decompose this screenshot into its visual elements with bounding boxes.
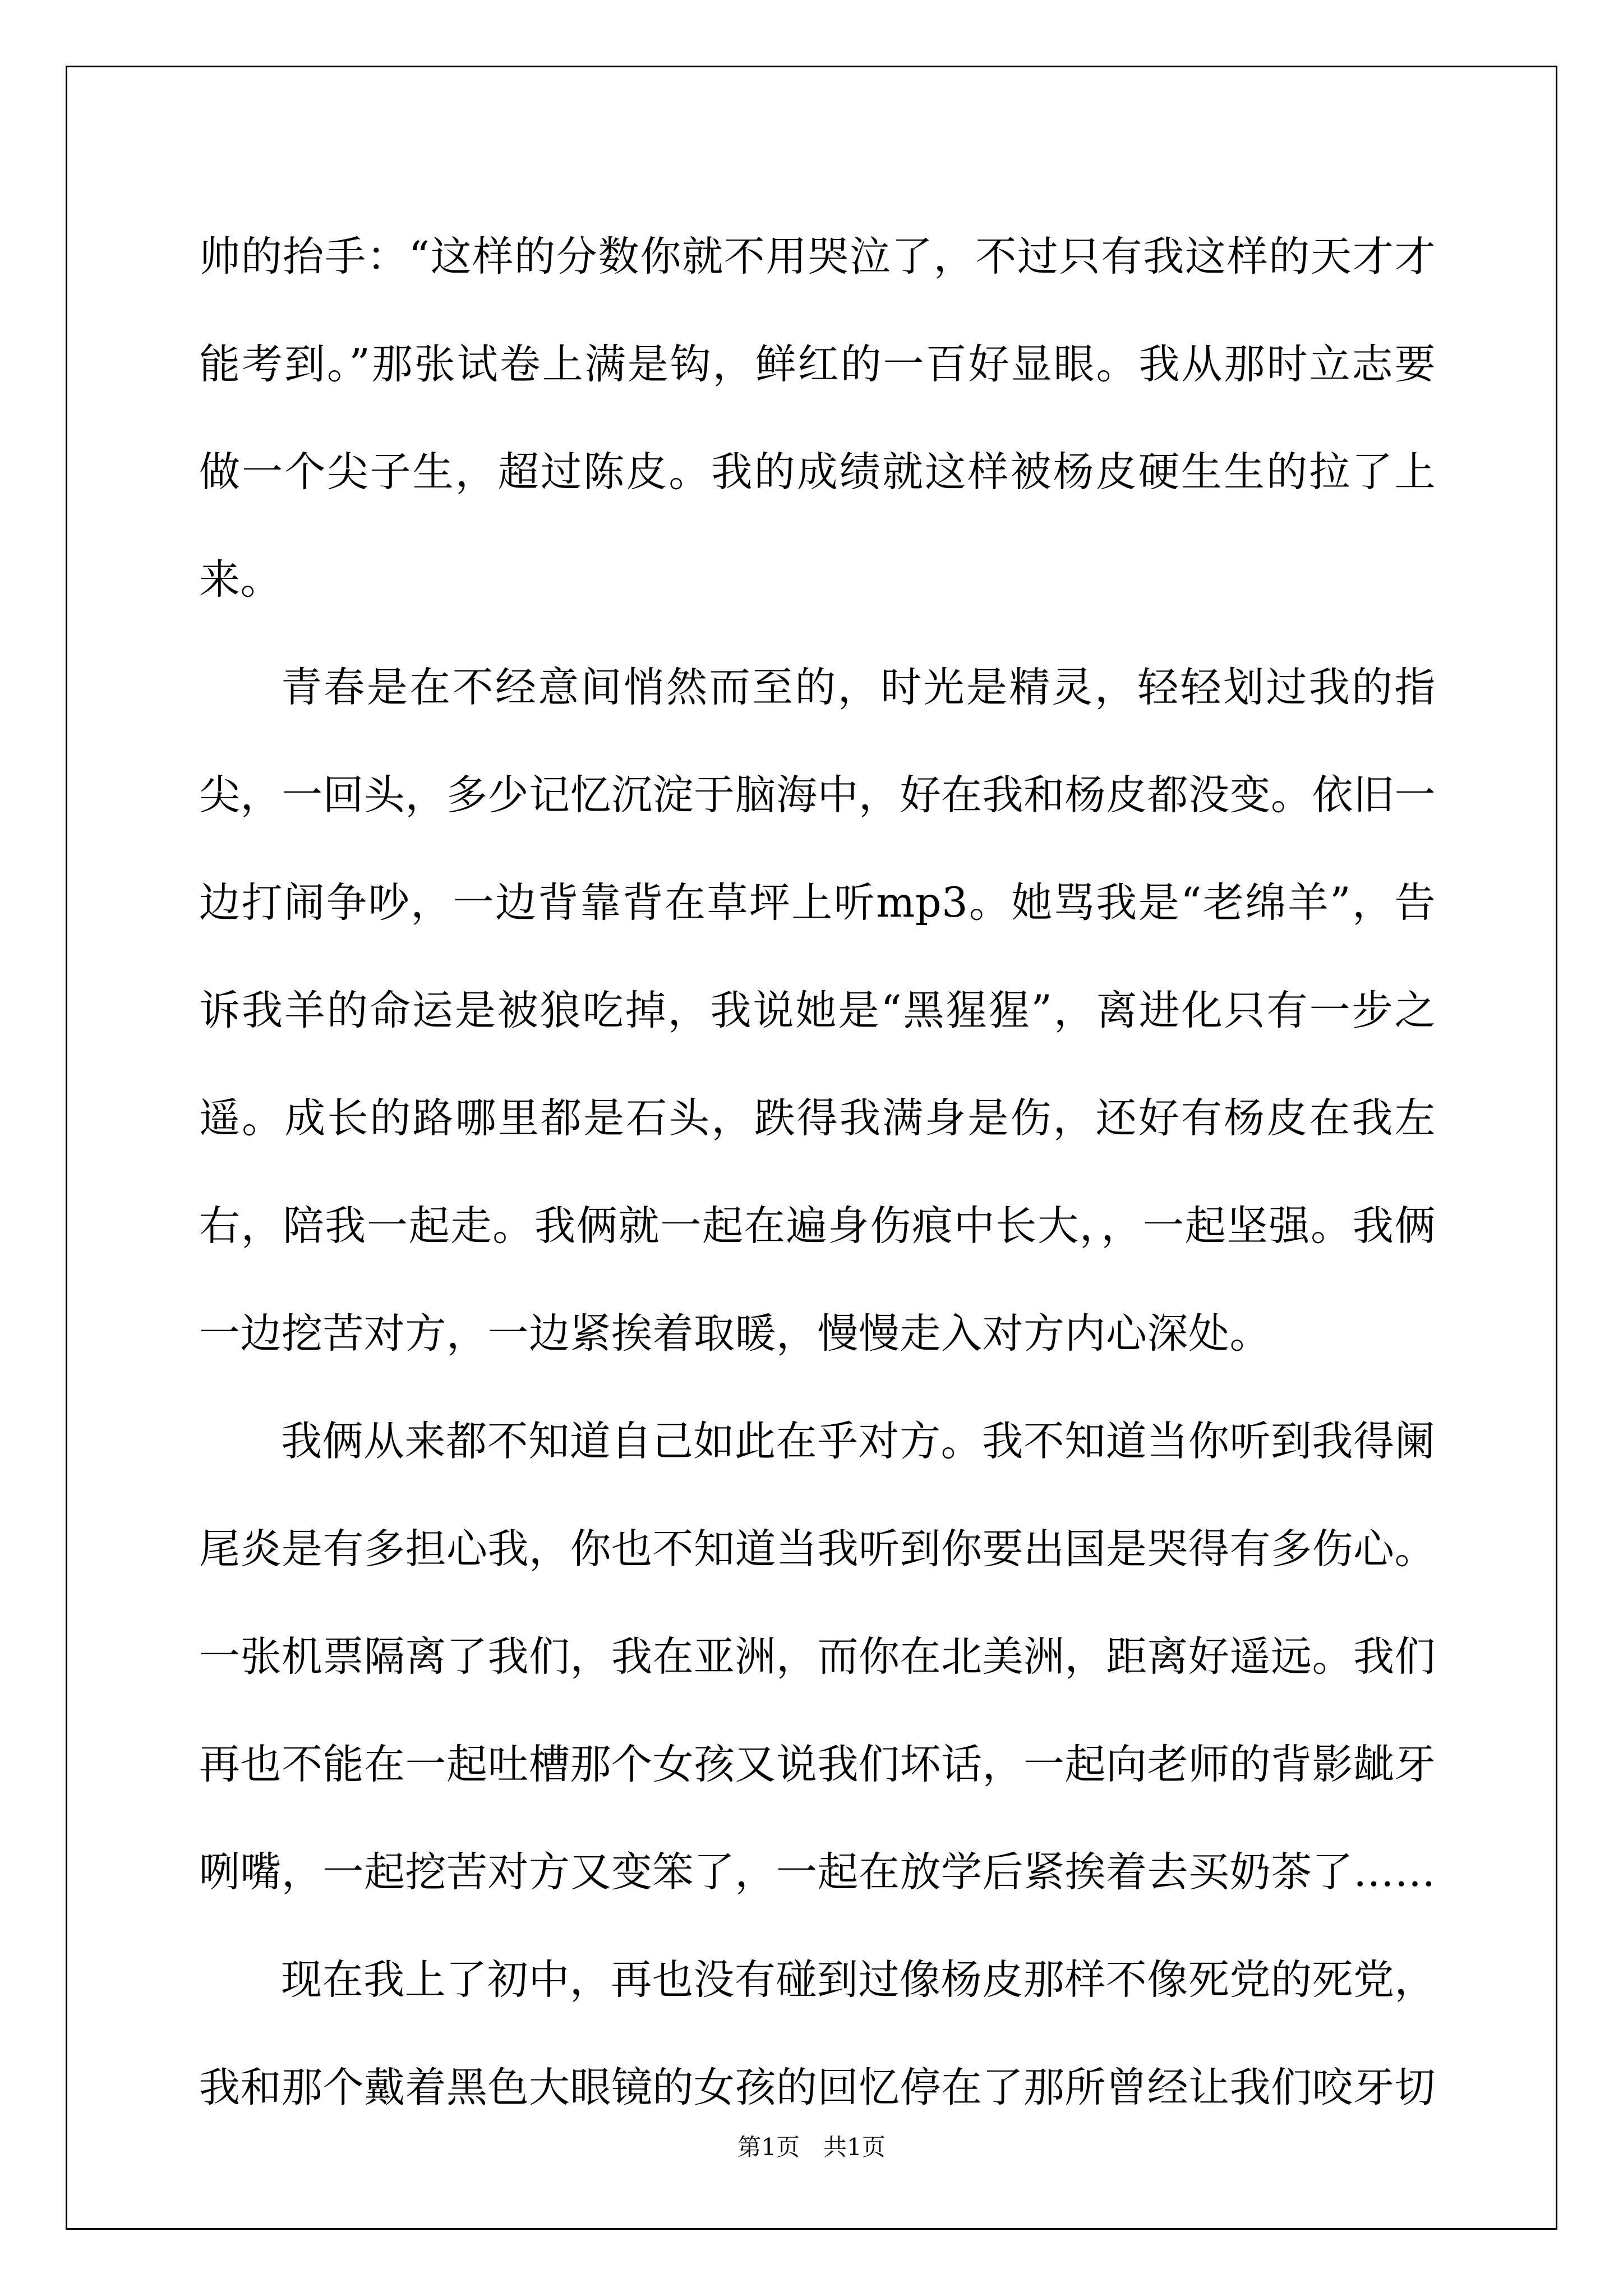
document-body [199,203,1436,2142]
paragraph-1: 帅的抬手：“这样的分数你就不用哭泣了，不过只有我这样的天才才能考到。”那张试卷上满是钩，鲜红的一百好显眼。我从那时立志要做一个尖子生，超过陈皮。我的成绩就这样被杨皮硬生生的拉了上来。 [199,233,1436,604]
page-footer: 第1页 共1页 [737,2133,886,2161]
paragraph-3: 我俩从来都不知道自己如此在乎对方。我不知道当你听到我得阑尾炎是有多担心我，你也不知道当我听到你要出国是哭得有多伤心。一张机票隔离了我们，我在亚洲，而你在北美洲，距离好遥远。我们再也不能在一起吐槽那个女孩又说我们坏话，一起向老师的背影龇牙咧嘴，一起挖苦对方又变笨了，一起在放学后紧挨着去买奶茶了…… [199,1418,1436,1896]
paragraph-2: 青春是在不经意间悄然而至的，时光是精灵，轻轻划过我的指尖，一回头，多少记忆沉淀于脑海中，好在我和杨皮都没变。依旧一边打闹争吵，一边背靠背在草坪上听mp3。她骂我是“老绵羊”，告诉我羊的命运是被狼吃掉，我说她是“黑猩猩”，离进化只有一步之遥。成长的路哪里都是石头，跌得我满身是伤，还好有杨皮在我左右，陪我一起走。我俩就一起在遍身伤痕中长大，，一起坚强。我俩一边挖苦对方，一边紧挨着取暖，慢慢走入对方内心深处。 [199,664,1436,1358]
paragraph-4: 现在我上了初中，再也没有碰到过像杨皮那样不像死党的死党，我和那个戴着黑色大眼镜的女孩的回忆停在了那所曾经让我们咬牙切 [199,1956,1436,2111]
